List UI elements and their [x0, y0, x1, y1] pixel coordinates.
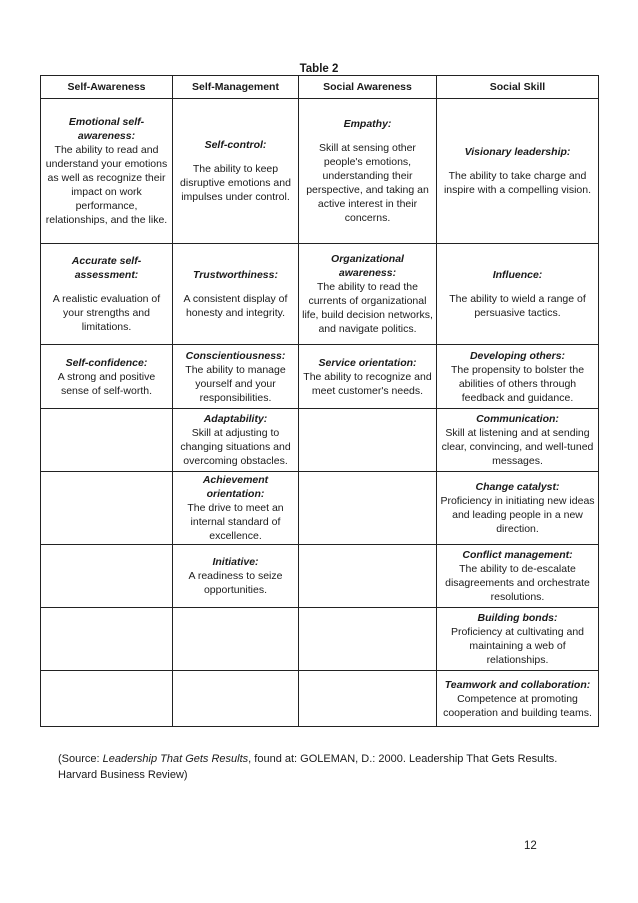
competency-description: The propensity to bolster the abilities of others through feedback and guidance. [450, 363, 585, 404]
table-cell-empty [299, 472, 437, 545]
competency-description: The ability to read and understand your emotions as well as recognize their impact on work performance, relationships, and the like. [45, 144, 168, 226]
competency-title: Communication: [476, 413, 559, 425]
competency-title: Organizational awareness: [331, 253, 404, 279]
table-cell [173, 345, 299, 409]
table-row [41, 671, 599, 727]
table-cell-empty [299, 608, 437, 671]
competency-description: A consistent display of honesty and integrity. [183, 293, 288, 319]
table-cell-empty [173, 671, 299, 727]
competency-title: Visionary leadership: [464, 146, 571, 158]
source-title: Leadership That Gets Results [102, 753, 249, 765]
table-cell [173, 244, 299, 345]
table-cell-empty [173, 608, 299, 671]
table-cell [299, 345, 437, 409]
competency-description: Proficiency in initiating new ideas and leading people in a new direction. [440, 495, 595, 535]
competency-description: Skill at listening and at sending clear, convincing, and well-tuned messages. [441, 427, 594, 467]
table-row [41, 345, 599, 409]
competency-description: Competence at promoting cooperation and building teams. [443, 692, 592, 719]
table-cell [437, 99, 599, 244]
table-cell [437, 409, 599, 472]
competency-description: The ability to de-escalate disagreements and orchestrate resolutions. [445, 563, 590, 603]
table-cell [41, 244, 173, 345]
source-prefix: (Source: [58, 753, 103, 765]
table-cell [437, 345, 599, 409]
table-cell [173, 545, 299, 608]
table-row [41, 545, 599, 608]
table-row [41, 608, 599, 671]
header-self-awareness: Self-Awareness [41, 76, 173, 99]
table-cell [173, 409, 299, 472]
competency-description: The ability to manage yourself and your responsibilities. [185, 363, 286, 404]
table-cell [299, 99, 437, 244]
table-cell-empty [41, 409, 173, 472]
competency-title: Conscientiousness: [185, 349, 286, 362]
competency-description: The drive to meet an internal standard of excellence. [187, 502, 284, 542]
competency-title: Adaptability: [203, 413, 268, 425]
competency-title: Self-confidence: [65, 356, 148, 369]
table-caption: Table 2 [299, 63, 339, 75]
competency-title: Trustworthiness: [193, 269, 278, 281]
competency-description: Skill at sensing other people's emotions, understanding their perspective, and taking an active interest in their concerns. [306, 142, 429, 224]
competency-title: Developing others: [469, 349, 566, 362]
table-cell [437, 472, 599, 545]
table-cell-empty [41, 545, 173, 608]
competency-description: The ability to recognize and meet customer's needs. [303, 370, 432, 397]
table-row [41, 244, 599, 345]
competency-title: Teamwork and collaboration: [444, 678, 591, 691]
header-social-awareness: Social Awareness [299, 76, 437, 99]
header-social-skill: Social Skill [437, 76, 599, 99]
table-cell-empty [299, 545, 437, 608]
source-rest: , found at: GOLEMAN, D.: 2000. Leadership That Gets Results. Harvard Business Review) [58, 753, 558, 781]
table-cell [437, 671, 599, 727]
competency-title: Emotional self-awareness: [68, 116, 145, 142]
competency-description: A readiness to seize opportunities. [188, 570, 283, 596]
table-cell [437, 244, 599, 345]
competency-title: Influence: [492, 269, 543, 281]
table-cell-empty [41, 671, 173, 727]
table-header-row [41, 76, 599, 99]
table-row [41, 472, 599, 545]
competency-description: The ability to keep disruptive emotions and impulses under control. [180, 163, 291, 203]
table-cell [173, 472, 299, 545]
table-cell [41, 99, 173, 244]
table-cell [437, 608, 599, 671]
competency-description: Proficiency at cultivating and maintaining a web of relationships. [450, 626, 585, 666]
competencies-table [40, 75, 599, 727]
competency-title: Building bonds: [477, 612, 558, 624]
source-citation [58, 751, 578, 783]
competency-description: The ability to take charge and inspire with a compelling vision. [443, 170, 592, 196]
table-cell [173, 99, 299, 244]
competency-description: A realistic evaluation of your strengths and limitations. [52, 293, 161, 333]
competency-title: Conflict management: [462, 549, 573, 561]
page-number: 12 [524, 840, 537, 852]
table-row [41, 99, 599, 244]
table-cell [437, 545, 599, 608]
competency-title: Accurate self-assessment: [71, 255, 142, 281]
competency-title: Initiative: [212, 556, 259, 568]
competency-description: A strong and positive sense of self-worth. [57, 370, 156, 397]
competency-description: Skill at adjusting to changing situations and overcoming obstacles. [180, 427, 291, 467]
table-cell [41, 345, 173, 409]
competency-title: Empathy: [343, 118, 392, 130]
table-cell-empty [299, 671, 437, 727]
competency-title: Change catalyst: [475, 481, 560, 493]
competency-title: Achievement orientation: [202, 474, 269, 500]
table-cell-empty [41, 472, 173, 545]
table-cell [299, 244, 437, 345]
header-self-management: Self-Management [173, 76, 299, 99]
table-row [41, 409, 599, 472]
table-cell-empty [41, 608, 173, 671]
competency-title: Self-control: [204, 139, 267, 151]
competency-description: The ability to read the currents of organizational life, build decision networks, and navigate politics. [302, 281, 433, 335]
competency-description: The ability to wield a range of persuasive tactics. [449, 293, 586, 319]
competency-title: Service orientation: [318, 356, 417, 369]
table-cell-empty [299, 409, 437, 472]
